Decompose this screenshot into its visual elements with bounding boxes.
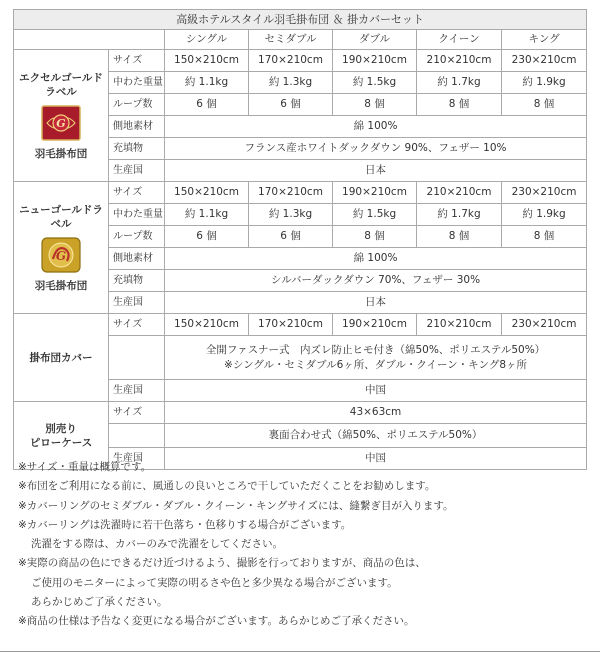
cell: 150×210cm (165, 182, 249, 204)
note-line: ※カバーリングのセミダブル・ダブル・クイーン・キングサイズには、縫繋ぎ目が入ります。 (18, 499, 454, 512)
row-label: 充填物 (109, 138, 165, 160)
notes (18, 458, 588, 632)
table-row (14, 182, 587, 204)
row-label: 充填物 (109, 270, 165, 292)
row-label: サイズ (109, 314, 165, 336)
row-label-blank (109, 336, 165, 380)
cell: 8 個 (502, 226, 587, 248)
product-subname: 羽毛掛布団 (34, 147, 88, 160)
cell: 8 個 (333, 226, 417, 248)
cell: 210×210cm (417, 314, 502, 336)
spec-sheet (13, 9, 586, 470)
product-name: エクセルゴールドラベル (19, 71, 103, 98)
cell: 約 1.1kg (165, 72, 249, 94)
cell: 8 個 (417, 94, 502, 116)
col-header: シングル (165, 30, 249, 50)
cell: 230×210cm (502, 182, 587, 204)
product-subname: 羽毛掛布団 (34, 279, 88, 292)
row-label: ループ数 (109, 226, 165, 248)
product-name: 掛布団カバー (29, 351, 93, 364)
row-label: 生産国 (109, 292, 165, 314)
cell: 約 1.9kg (502, 204, 587, 226)
cell: 6 個 (165, 94, 249, 116)
cover-desc-line: ※シングル・セミダブル6ヶ所、ダブル・クイーン・キング8ヶ所 (224, 358, 528, 371)
cell: 裏面合わせ式（綿50%、ポリエステル50%） (165, 424, 587, 448)
row-label: サイズ (109, 182, 165, 204)
cell: 6 個 (249, 226, 333, 248)
cell: 約 1.7kg (417, 72, 502, 94)
table-row (14, 50, 587, 72)
cell: 150×210cm (165, 314, 249, 336)
row-label: 側地素材 (109, 116, 165, 138)
cell: 約 1.1kg (165, 204, 249, 226)
cell: 190×210cm (333, 50, 417, 72)
cell: 約 1.7kg (417, 204, 502, 226)
table-title: 高級ホテルスタイル羽毛掛布団 ＆ 掛カバーセット (14, 10, 587, 30)
note-line: ※カバーリングは洗濯時に若干色落ち・色移りする場合がございます。 (18, 518, 352, 531)
new-gold-emblem-icon (41, 237, 81, 273)
cell: 170×210cm (249, 50, 333, 72)
cell: 日本 (165, 160, 587, 182)
cell: 6 個 (165, 226, 249, 248)
row-label: 中わた重量 (109, 72, 165, 94)
divider (0, 651, 600, 652)
note-line: ご使用のモニターによって実際の明るさや色と多少異なる場合がございます。 (31, 576, 398, 589)
cell: シルバーダックダウン 70%、フェザー 30% (165, 270, 587, 292)
cell: 綿 100% (165, 116, 587, 138)
cover-desc-line: 全開ファスナー式 内ズレ防止ヒモ付き（綿50%、ポリエステル50%） (205, 343, 546, 356)
note-line: ※サイズ・重量は概算です。 (18, 461, 152, 473)
cell: 約 1.5kg (333, 204, 417, 226)
row-label: 側地素材 (109, 248, 165, 270)
col-header: セミダブル (249, 30, 333, 50)
svg-text:G: G (56, 116, 66, 130)
product-name-line: 別売り (45, 422, 77, 435)
cell: 170×210cm (249, 314, 333, 336)
cell: 190×210cm (333, 314, 417, 336)
note-line: 洗濯をする際は、カバーのみで洗濯をしてください。 (31, 538, 283, 551)
row-label: ループ数 (109, 94, 165, 116)
cell: 210×210cm (417, 50, 502, 72)
cell: 6 個 (249, 94, 333, 116)
col-header: キング (502, 30, 587, 50)
note-line: あらかじめご了承ください。 (31, 596, 168, 609)
cell: 約 1.9kg (502, 72, 587, 94)
product-name: ニューゴールドラベル (19, 203, 103, 230)
row-label: 生産国 (109, 380, 165, 402)
product-excel-gold (14, 50, 109, 182)
cell: フランス産ホワイトダックダウン 90%、フェザー 10% (165, 138, 587, 160)
product-cover (14, 314, 109, 402)
table-row (14, 314, 587, 336)
cell: 日本 (165, 292, 587, 314)
cell: 約 1.3kg (249, 72, 333, 94)
col-header: クイーン (417, 30, 502, 50)
header-row (14, 30, 587, 50)
cell: 230×210cm (502, 50, 587, 72)
row-label-blank (109, 424, 165, 448)
cell: 190×210cm (333, 182, 417, 204)
row-label: 生産国 (109, 160, 165, 182)
header-blank (14, 30, 165, 50)
cell: 8 個 (417, 226, 502, 248)
cell: 約 1.3kg (249, 204, 333, 226)
table-title-row (14, 10, 587, 30)
col-header: ダブル (333, 30, 417, 50)
note-line: ※布団をご利用になる前に、風通しの良いところで干していただくことをお勧めします。 (18, 480, 436, 493)
note-line: ※実際の商品の色にできるだけ近づけるよう、撮影を行っておりますが、商品の色は、 (18, 557, 426, 570)
row-label: サイズ (109, 50, 165, 72)
cell: 210×210cm (417, 182, 502, 204)
cell: 8 個 (502, 94, 587, 116)
cell: 中国 (165, 448, 587, 470)
cell: 中国 (165, 380, 587, 402)
svg-text:G: G (55, 248, 67, 263)
cell: 170×210cm (249, 182, 333, 204)
cover-description (165, 336, 587, 380)
note-line: ※商品の仕様は予告なく変更になる場合がございます。あらかじめご了承ください。 (18, 615, 415, 628)
row-label: 中わた重量 (109, 204, 165, 226)
table-row (14, 402, 587, 424)
row-label: 生産国 (109, 448, 165, 470)
cell: 43×63cm (165, 402, 587, 424)
cell: 230×210cm (502, 314, 587, 336)
product-name-line: ピローケース (29, 436, 93, 449)
cell: 8 個 (333, 94, 417, 116)
product-new-gold (14, 182, 109, 314)
excel-gold-emblem-icon (41, 105, 81, 141)
row-label: サイズ (109, 402, 165, 424)
spec-table (13, 9, 587, 470)
cell: 150×210cm (165, 50, 249, 72)
cell: 約 1.5kg (333, 72, 417, 94)
cell: 綿 100% (165, 248, 587, 270)
